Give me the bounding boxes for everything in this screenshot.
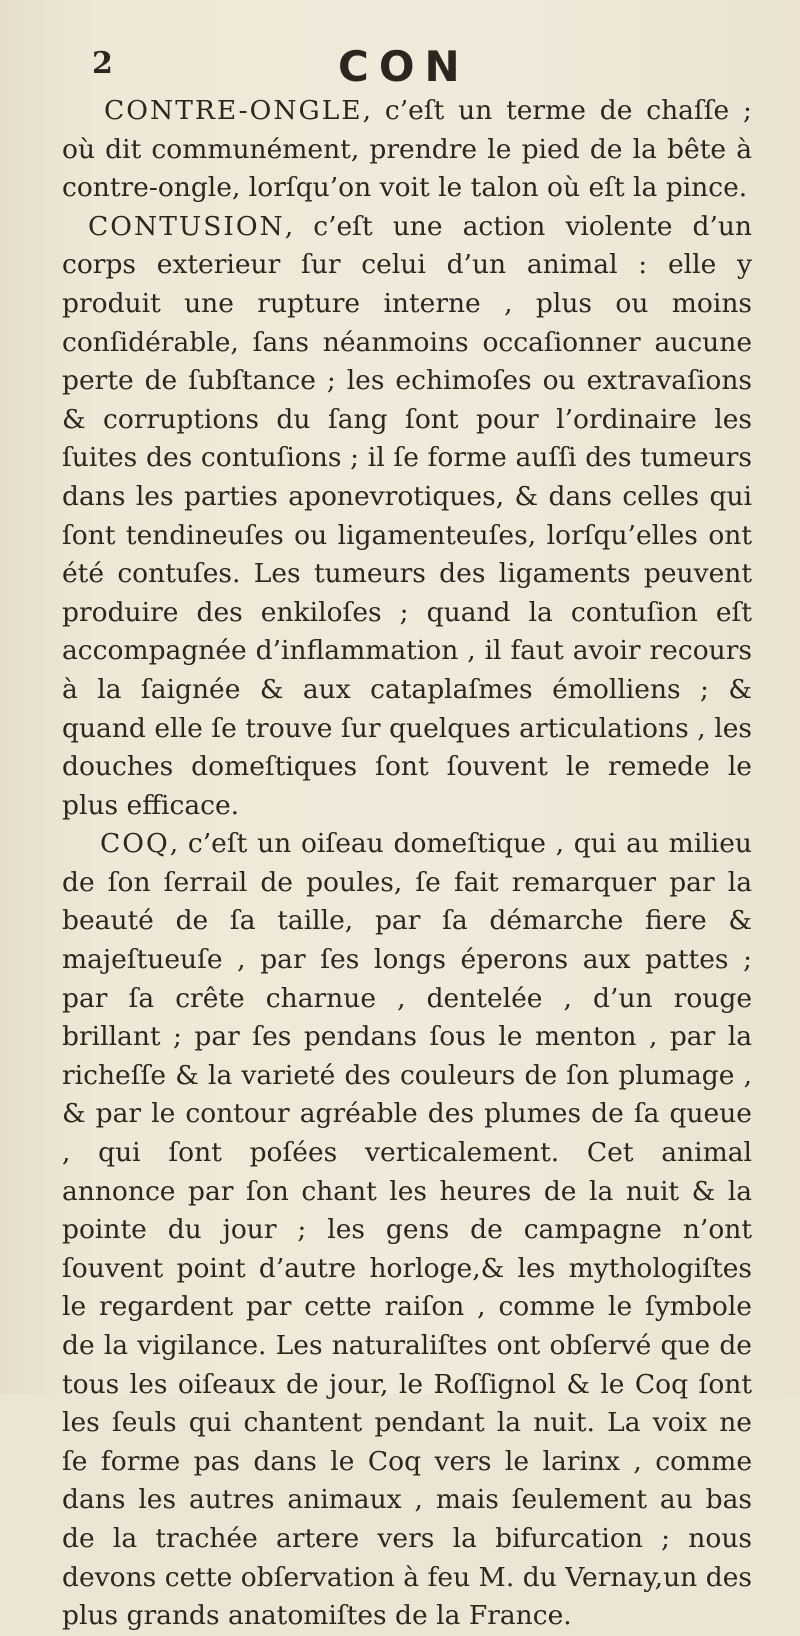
entry-body: , c’eſt un oiſeau domeſtique , qui au milieu de ſon ſerrail de poules, ſe fait remarquer par la beauté de ſa taille, par ſa démarche fiere & majeſtueuſe , par ſes longs éperons aux pattes ; par ſa crête charnue , dentelée , d’un rouge brillant ; par ſes pendans ſous le menton , par la richeſſe & la varieté des couleurs de ſon plumage , & par le contour agréable des plumes de ſa queue , qui ſont poſées verticalement. Cet animal annonce par ſon chant les heures de la nuit & la pointe du jour ; les gens de campagne n’ont ſouvent point d’autre horloge,& les mythologiſtes le regardent par cette raiſon , comme le ſymbole de la vigilance. Les naturaliſtes ont obſervé que de tous les oiſeaux de jour, le Roſſignol & le Coq ſont les ſeuls qui chantent pendant la nuit. La voix ne ſe forme pas dans le Coq vers le larinx , comme dans les autres animaux , mais ſeulement au bas de la trachée artere vers la bifurcation ; nous devons cette obſervation à feu M. du Vernay,un des plus grands anatomiſtes de la France. bbox=[62, 828, 752, 1632]
dictionary-text bbox=[62, 92, 752, 1636]
page-number: 2 bbox=[92, 46, 113, 81]
headword: COQ bbox=[100, 828, 170, 860]
entry-contre-ongle bbox=[62, 92, 752, 208]
entry-body: , c’eſt un terme de chaſſe ; où dit communément, prendre le pied de la bête à contre-ongle, lorſqu’on voit le talon où eſt la pince. bbox=[62, 95, 752, 204]
entry-contusion bbox=[62, 208, 752, 826]
headword: CONTUSION bbox=[88, 210, 285, 242]
running-head: CON bbox=[338, 42, 470, 91]
page-header bbox=[0, 42, 800, 92]
entry-coq bbox=[62, 825, 752, 1635]
headword: CONTRE-ONGLE bbox=[104, 95, 363, 126]
entry-body: , c’eſt une action violente d’un corps exterieur ſur celui d’un animal : elle y produit une rupture interne , plus ou moins conſidérable, ſans néanmoins occaſionner aucune perte de ſubſtance ; les echimoſes ou extravaſions & corruptions du ſang ſont pour l’ordinaire les ſuites des contuſions ; il ſe forme auſſi des tumeurs dans les parties aponevrotiques, & dans celles qui ſont tendineuſes ou ligamenteuſes, lorſqu’elles ont été contuſes. Les tumeurs des ligaments peuvent produire des enkiloſes ; quand la contuſion eſt accompagnée d’inflammation , il faut avoir recours à la ſaignée & aux cataplaſmes émolliens ; & quand elle ſe trouve ſur quelques articulations , les douches domeſtiques ſont ſouvent le remede le plus efficace. bbox=[62, 210, 752, 821]
